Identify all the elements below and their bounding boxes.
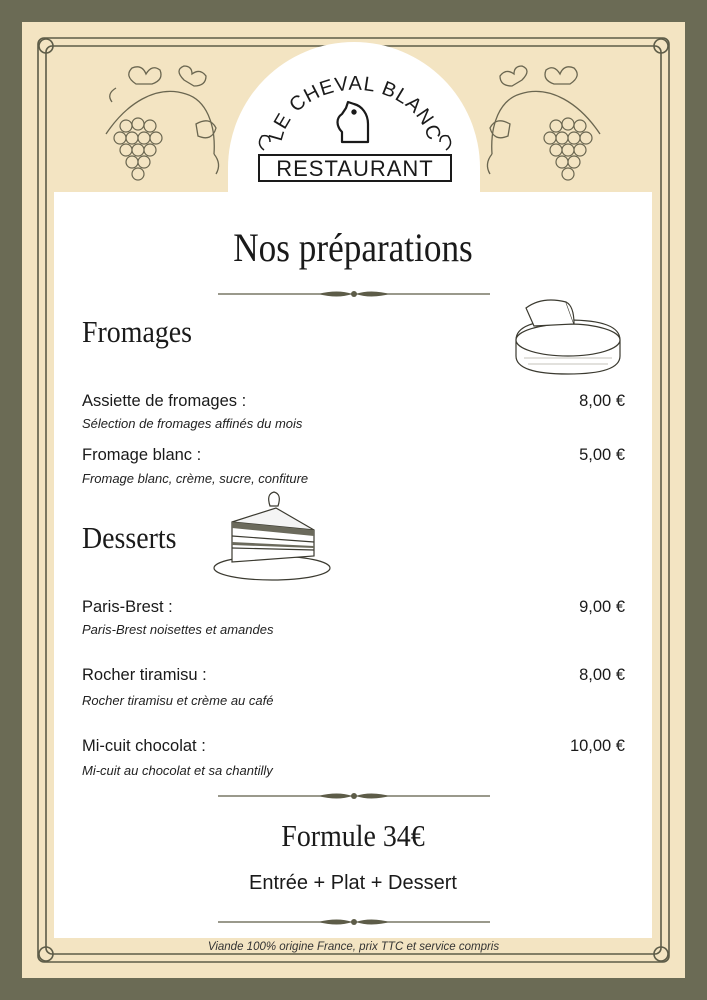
ornament-divider bbox=[218, 790, 490, 802]
grape-vine-icon bbox=[476, 64, 610, 190]
item-name: Mi-cuit chocolat : bbox=[82, 737, 206, 755]
formule-title: Formule 34€ bbox=[281, 818, 425, 853]
item-price: 8,00 € bbox=[579, 666, 625, 684]
ornament-divider bbox=[218, 916, 490, 928]
item-description: Rocher tiramisu et crème au café bbox=[82, 693, 274, 708]
formule-combo: Entrée + Plat + Dessert bbox=[249, 872, 457, 894]
ornament-divider bbox=[218, 288, 490, 300]
logo-arc-label: LE CHEVAL BLANC bbox=[264, 72, 446, 144]
item-name: Assiette de fromages : bbox=[82, 392, 247, 410]
item-description: Fromage blanc, crème, sucre, confiture bbox=[82, 471, 309, 486]
grape-vine-icon bbox=[96, 64, 230, 190]
item-description: Paris-Brest noisettes et amandes bbox=[82, 622, 274, 637]
page-title: Nos préparations bbox=[233, 225, 473, 270]
item-price: 9,00 € bbox=[579, 598, 625, 616]
horse-head-icon bbox=[338, 102, 369, 142]
item-description: Sélection de fromages affinés du mois bbox=[82, 416, 303, 431]
item-price: 8,00 € bbox=[579, 392, 625, 410]
item-name: Rocher tiramisu : bbox=[82, 666, 207, 684]
section-title-fromages: Fromages bbox=[82, 314, 193, 349]
footer-note: Viande 100% origine France, prix TTC et service compris bbox=[207, 941, 500, 953]
restaurant-logo bbox=[250, 62, 460, 188]
item-price: 5,00 € bbox=[579, 446, 625, 464]
section-title-desserts: Desserts bbox=[82, 520, 177, 555]
item-name: Paris-Brest : bbox=[82, 598, 173, 616]
logo-restaurant-box: RESTAURANT bbox=[258, 154, 452, 182]
svg-text:LE CHEVAL BLANC bbox=[265, 73, 445, 144]
logo-arc-text bbox=[250, 62, 460, 162]
cheese-wheel-icon bbox=[512, 294, 624, 376]
cake-slice-icon bbox=[210, 490, 342, 586]
item-price: 10,00 € bbox=[569, 737, 625, 755]
item-description: Mi-cuit au chocolat et sa chantilly bbox=[82, 763, 273, 778]
item-name: Fromage blanc : bbox=[82, 446, 202, 464]
